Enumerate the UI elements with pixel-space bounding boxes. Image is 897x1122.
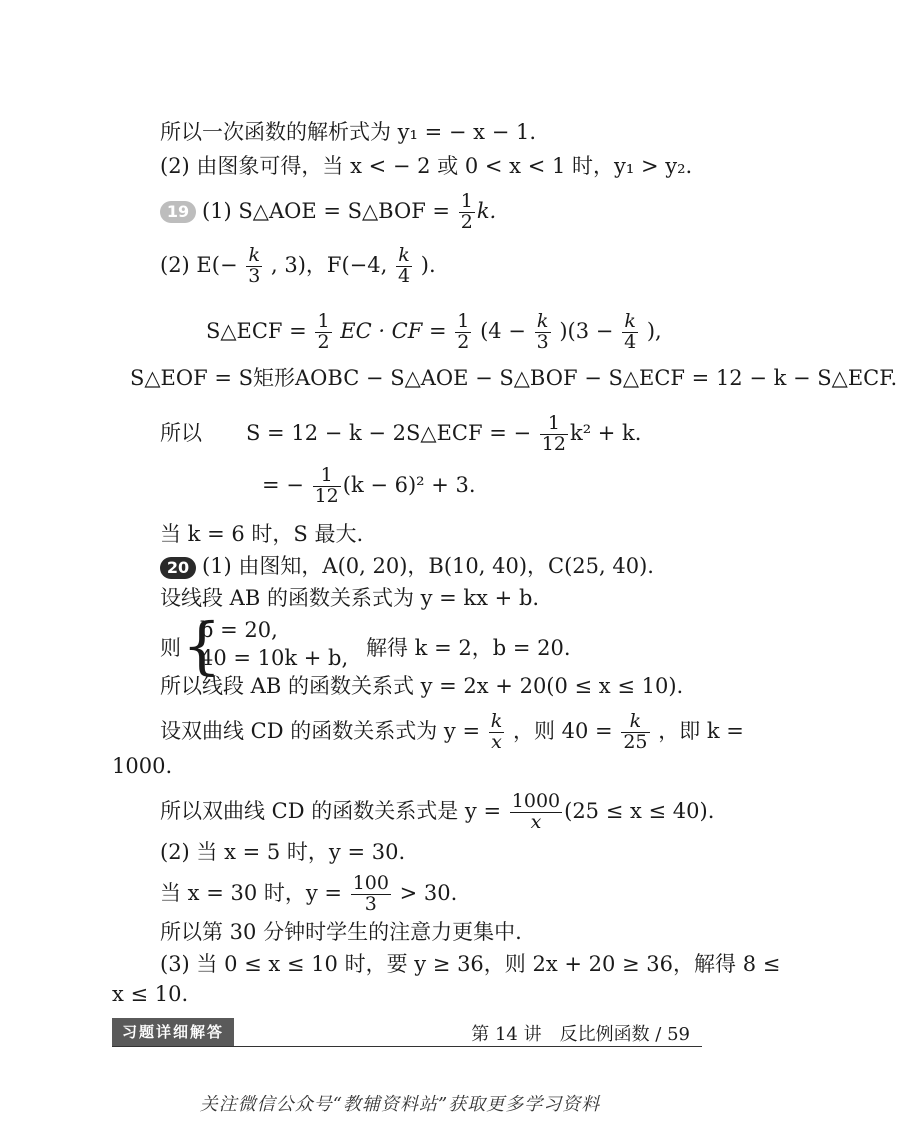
line-text: (2) E(−	[160, 252, 238, 277]
fraction	[622, 312, 638, 353]
line-text: 所以	[160, 420, 202, 445]
numerator: 100	[352, 872, 389, 894]
system-row: b = 20,	[200, 618, 278, 642]
fraction	[621, 712, 649, 753]
denominator: 12	[541, 432, 566, 455]
line-text: 所以一次函数的解析式为 y₁ = − x − 1.	[160, 120, 536, 144]
line-text: , 3)，F(−4,	[271, 252, 388, 277]
line-text: 1000.	[112, 754, 173, 778]
fraction	[535, 312, 551, 353]
text-line	[160, 118, 536, 146]
fraction	[313, 466, 341, 507]
line-text: (k − 6)² + 3.	[342, 472, 476, 497]
system-label: 则	[160, 636, 181, 660]
text-line	[112, 752, 172, 780]
fraction	[540, 414, 568, 455]
line-text: (1) S△AOE = S△BOF =	[202, 198, 451, 223]
denominator: 4	[624, 330, 637, 353]
footer-divider	[112, 1046, 702, 1047]
brace-symbol: {	[182, 609, 222, 682]
denominator: 3	[248, 264, 261, 287]
denominator: 25	[623, 730, 648, 753]
denominator: 12	[314, 484, 339, 507]
fraction	[315, 312, 331, 353]
text-line	[160, 838, 405, 866]
numerator: k	[535, 312, 551, 333]
line-text: (3) 当 0 ≤ x ≤ 10 时，要 y ≥ 36，则 2x + 20 ≥ 36，解得 8 ≤	[160, 952, 781, 976]
line-text: > 30.	[399, 880, 458, 905]
numerator: k	[396, 246, 412, 267]
numerator: 1	[540, 414, 568, 435]
line-text: S = 12 − k − 2S△ECF = −	[246, 420, 532, 445]
line-text: ).	[420, 252, 436, 277]
denominator: 2	[457, 330, 470, 353]
equation-line	[130, 364, 897, 392]
line-text: (1) 由图知，A(0, 20)，B(10, 40)，C(25, 40).	[202, 554, 654, 578]
line-text: 所以线段 AB 的函数关系式 y = 2x + 20(0 ≤ x ≤ 10).	[160, 674, 684, 698]
denominator: x	[530, 810, 542, 833]
line-text: S△EOF = S矩形AOBC − S△AOE − S△BOF − S△ECF = 12 − k − S△ECF.	[130, 366, 897, 390]
line-text: 当 x = 30 时，y =	[160, 880, 342, 905]
problem-20-line	[160, 552, 654, 580]
text-line	[160, 672, 683, 700]
system-solution: 解得 k = 2，b = 20.	[366, 636, 571, 660]
fraction	[459, 192, 475, 233]
line-text: 所以第 30 分钟时学生的注意力更集中.	[160, 920, 522, 944]
numerator: k	[622, 312, 638, 333]
text-line	[160, 950, 780, 978]
denominator: 3	[364, 892, 377, 915]
line-text: )(3 −	[559, 318, 614, 343]
line-text: (2) 由图象可得，当 x < − 2 或 0 < x < 1 时，y₁ > y₂.	[160, 154, 693, 178]
fraction	[351, 874, 391, 915]
numerator: 1000	[511, 790, 561, 812]
watermark-text: 关注微信公众号“教辅资料站”获取更多学习资料	[199, 1094, 601, 1115]
line-text: S△ECF =	[206, 318, 307, 343]
text-line	[160, 246, 436, 287]
line-text: 所以双曲线 CD 的函数关系式是 y =	[160, 798, 502, 823]
line-text: ，则 40 =	[512, 718, 613, 743]
fraction	[489, 712, 505, 753]
equation-line	[160, 874, 457, 915]
line-text: 当 k = 6 时，S 最大.	[160, 522, 364, 546]
line-text: (25 ≤ x ≤ 40).	[564, 798, 715, 823]
line-text: (2) 当 x = 5 时，y = 30.	[160, 840, 406, 864]
numerator: 1	[317, 310, 330, 332]
numerator: k	[621, 712, 649, 733]
text-line	[160, 918, 522, 946]
equation-line	[206, 312, 662, 353]
system-row: 40 = 10k + b,	[200, 646, 349, 670]
fraction	[246, 246, 262, 287]
text-line	[160, 520, 363, 548]
denominator: 2	[460, 210, 473, 233]
problem-19-line	[160, 192, 496, 233]
text-line	[112, 980, 188, 1008]
line-text: ),	[646, 318, 662, 343]
denominator: 2	[317, 330, 330, 353]
denominator: 4	[398, 264, 411, 287]
fraction	[455, 312, 471, 353]
equation-line	[262, 466, 476, 507]
line-text: 设线段 AB 的函数关系式为 y = kx + b.	[160, 586, 540, 610]
footer-section-tag: 习题详细解答	[112, 1018, 234, 1046]
line-text: x ≤ 10.	[112, 982, 189, 1006]
footer-chapter-page: 第 14 讲 反比例函数 / 59	[471, 1024, 690, 1045]
numerator: 1	[460, 190, 473, 212]
line-text: k² + k.	[569, 420, 642, 445]
line-text: = −	[262, 472, 304, 497]
line-text: 设双曲线 CD 的函数关系式为 y =	[160, 718, 481, 743]
text-line	[160, 152, 692, 180]
line-text: k.	[476, 198, 497, 223]
text-line	[160, 584, 539, 612]
denominator: x	[491, 730, 502, 753]
line-text: (4 −	[480, 318, 526, 343]
numerator: 1	[457, 310, 470, 332]
numerator: 1	[313, 466, 341, 487]
equation-line	[160, 414, 641, 455]
equation-line	[160, 712, 744, 753]
line-text: EC · CF =	[340, 318, 447, 343]
problem-number-badge: 19	[160, 201, 196, 223]
numerator: k	[246, 246, 262, 267]
equation-line	[160, 792, 714, 833]
line-text: ，即 k =	[658, 718, 744, 743]
numerator: k	[490, 710, 503, 732]
fraction	[396, 246, 412, 287]
denominator: 3	[536, 330, 549, 353]
fraction	[510, 792, 562, 833]
problem-number-badge: 20	[160, 557, 196, 579]
